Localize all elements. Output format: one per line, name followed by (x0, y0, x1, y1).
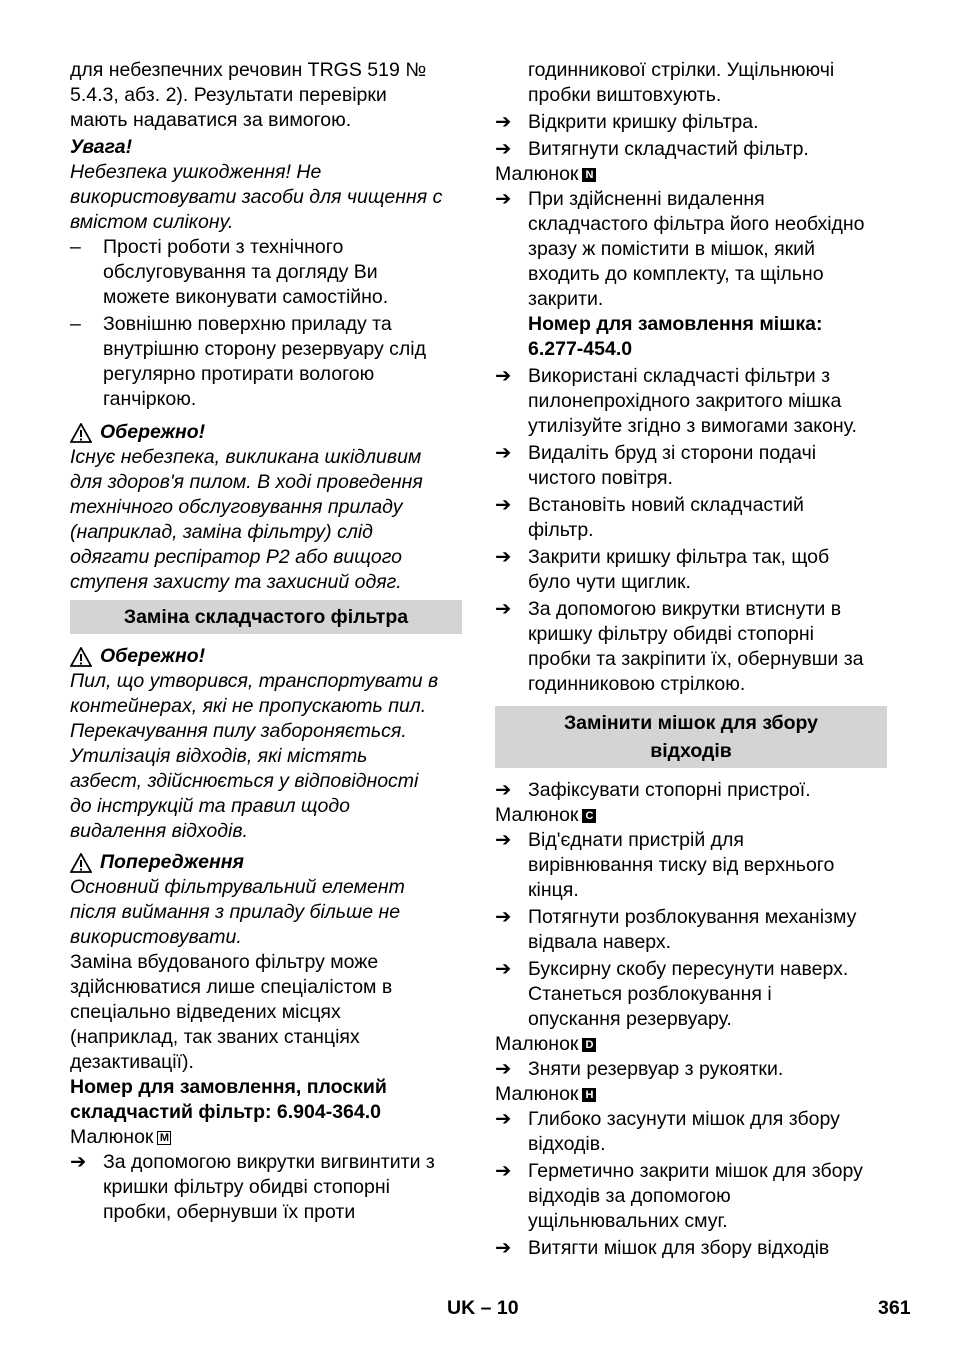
warning-triangle-icon (70, 853, 92, 873)
attention-text: Небезпека ушкодження! Не використовувати засоби для чищення с вмістом силікону. (70, 161, 443, 233)
figure-letter: D (582, 1038, 596, 1052)
figure-letter: H (582, 1088, 596, 1102)
list-item: ➔ Потягнути розблокування механізму відвала наверх. (495, 906, 857, 953)
list-item: ➔ Герметично закрити мішок для збору відходів за допомогою ущільнювальних смуг. (495, 1160, 863, 1232)
list-item: ➔ Зняти резервуар з рукоятки. (495, 1058, 784, 1080)
arrow-icon: ➔ (495, 1058, 512, 1080)
replace-text: Заміна вбудованого фільтру може здійснюватися лише спеціалістом в спеціально відведених місцях (наприклад, так званих станціях дезактивації). (70, 951, 393, 1073)
arrow-icon: ➔ (495, 1237, 512, 1259)
arrow-icon: ➔ (495, 442, 512, 464)
intro-paragraph: для небезпечних речовин TRGS 519 № 5.4.3, абз. 2). Результати перевірки мають надаватися за вимогою. (70, 59, 427, 131)
figure-reference: Малюнок M (70, 1125, 462, 1150)
figure-reference: Малюнок D (495, 1032, 887, 1057)
arrow-icon: ➔ (495, 1108, 512, 1130)
arrow-icon: ➔ (495, 598, 512, 620)
list-item: ➔ Видаліть бруд зі сторони подачі чистого повітря. (495, 442, 817, 489)
arrow-icon: ➔ (495, 138, 512, 160)
arrow-icon: ➔ (70, 1151, 87, 1173)
warning-text: Основний фільтрувальний елемент після виймання з приладу більше не використовувати. (70, 876, 405, 948)
figure-reference: Малюнок N (495, 162, 887, 187)
arrow-icon: ➔ (495, 1160, 512, 1182)
list-item: ➔ При здійсненні видалення складчастого фільтра його необхідно зразу ж помістити в мішок, який входить до комплекту, та щільно закрити. (495, 188, 865, 310)
arrow-icon: ➔ (495, 188, 512, 210)
figure-letter: M (157, 1131, 171, 1145)
arrow-icon: ➔ (495, 494, 512, 516)
attention-title: Увага! (70, 136, 133, 158)
list-item: ➔ Використані складчасті фільтри з пилонепрохідного закритого мішка утилізуйте згідно з вимогами закону. (495, 365, 857, 437)
order-number: Номер для замовлення мішка: 6.277-454.0 (528, 313, 823, 360)
dash-bullet: – (70, 236, 81, 258)
warning-triangle-icon (70, 423, 92, 443)
figure-letter: N (582, 168, 596, 182)
arrow-icon: ➔ (495, 829, 512, 851)
page-number: 361 (878, 1297, 911, 1319)
list-item: ➔ Зафіксувати стопорні пристрої. (495, 779, 811, 801)
dash-bullet: – (70, 313, 81, 335)
left-column (70, 58, 462, 1225)
list-item: ➔ Глибоко засунути мішок для збору відходів. (495, 1108, 840, 1155)
figure-letter: C (582, 809, 596, 823)
warning-heading: Попередження (70, 850, 462, 875)
list-item-continued: годинникової стрілки. Ущільнюючі пробки виштовхують. (528, 59, 835, 106)
page-label: UK – 10 (447, 1297, 519, 1319)
arrow-icon: ➔ (495, 365, 512, 387)
list-item: ➔ Витягнути складчастий фільтр. (495, 138, 809, 160)
arrow-icon: ➔ (495, 906, 512, 928)
caution-heading: Обережно! (70, 420, 462, 445)
arrow-icon: ➔ (495, 779, 512, 801)
list-item: – Прості роботи з технічного обслуговування та догляду Ви можете виконувати самостійно. (70, 236, 389, 308)
list-item: ➔ Відкрити кришку фільтра. (495, 111, 759, 133)
figure-reference: Малюнок C (495, 803, 887, 828)
arrow-icon: ➔ (495, 546, 512, 568)
caution-text: Пил, що утворився, транспортувати в контейнерах, які не пропускають пил. Перекачування пилу забороняється. Утилізація відходів, які містять азбест, здійснюється у відповідності до інструкцій та правил щодо видалення відходів. (70, 670, 439, 842)
arrow-icon: ➔ (495, 958, 512, 980)
list-item: – Зовнішню поверхню приладу та внутрішню сторону резервуару слід регулярно протирати вологою ганчіркою. (70, 313, 426, 410)
section-heading: Замінити мішок для збору відходів (495, 706, 887, 768)
list-item: ➔ За допомогою викрутки вигвинтити з кришки фільтру обидві стопорні пробки, обернувши їх проти (70, 1151, 435, 1223)
right-column (495, 58, 887, 1261)
list-item: ➔ Закрити кришку фільтра так, щоб було чути щиглик. (495, 546, 830, 593)
warning-triangle-icon (70, 647, 92, 667)
section-heading: Заміна складчастого фільтра (70, 600, 462, 634)
list-item: ➔ Від'єднати пристрій для вирівнювання тиску від верхнього кінця. (495, 829, 835, 901)
figure-reference: Малюнок H (495, 1082, 887, 1107)
list-item: ➔ За допомогою викрутки втиснути в кришку фільтру обидві стопорні пробки та закріпити їх, обернувши за годинниковою стрілкою. (495, 598, 864, 695)
list-item: ➔ Встановіть новий складчастий фільтр. (495, 494, 804, 541)
order-number: Номер для замовлення, плоский складчастий фільтр: 6.904-364.0 (70, 1076, 387, 1123)
caution-heading: Обережно! (70, 644, 462, 669)
caution-text: Існує небезпека, викликана шкідливим для здоров'я пилом. В ході проведення технічного обслуговування приладу (наприклад, заміна фільтру) слід одягати респіратор P2 або вищого ступеня захисту та захисний одяг. (70, 446, 423, 593)
list-item: ➔ Буксирну скобу пересунути наверх. Станеться розблокування і опускання резервуару. (495, 958, 849, 1030)
arrow-icon: ➔ (495, 111, 512, 133)
list-item: ➔ Витягти мішок для збору відходів (495, 1237, 830, 1259)
